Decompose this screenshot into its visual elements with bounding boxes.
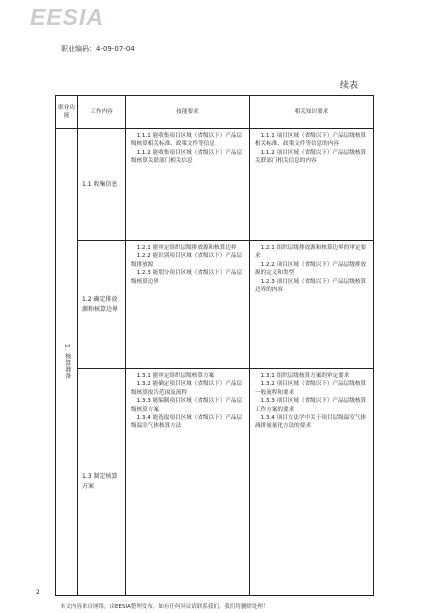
work-content-cell: 1.2 确定排放源和核算边界 — [78, 241, 126, 369]
skill-item: 1.3.1 能审定组织层级核算方案 — [136, 373, 215, 379]
knowledge-item: 1.3.4 项目方法学中关于项目层级温室气体减排量量化方法的要求 — [255, 415, 367, 430]
knowledge-cell — [250, 129, 374, 241]
skill-item: 1.2.3 能划分项目区域（省级以下）产品层级核算边界 — [131, 270, 243, 285]
work-content-cell: 1.3 制定核算方案 — [78, 369, 126, 596]
header-work-content: 工作内容 — [78, 96, 126, 129]
skill-item: 1.1.2 能收集项目区域（省级以下）产品层级核算关联部门相关信息 — [131, 149, 243, 165]
table-row — [56, 129, 374, 241]
knowledge-item: 1.1.1 项目区域（省级以下）产品层级核算相关标准、政策文件等信息的内容 — [255, 133, 367, 148]
table-row — [56, 369, 374, 596]
work-content-cell: 1.1 收集信息 — [78, 129, 126, 241]
requirements-table — [55, 95, 374, 596]
skill-cell — [126, 241, 250, 369]
skill-item: 1.3.3 能编制项目区域（省级以下）产品层级核算方案 — [131, 398, 243, 413]
knowledge-item: 1.2.2 项目区域（省级以下）产品层级排放源的定义和类型 — [255, 261, 367, 277]
skill-cell — [126, 369, 250, 596]
continued-label: 续表 — [340, 81, 359, 91]
skill-item: 1.2.1 能审定组织层级排放源和核算边界 — [136, 245, 237, 251]
skill-item: 1.3.2 能确定项目区域（省级以下）产品层级核算报告范围及流程 — [131, 381, 243, 396]
table-row — [56, 241, 374, 369]
knowledge-item: 1.2.1 组织层级排放源和核算边界的审定要求 — [255, 245, 367, 260]
header-occupation-function: 职业功能 — [56, 96, 78, 129]
brand-logo: EESIA — [30, 4, 105, 30]
footer-disclaimer: 本文内容来自网络，由EESIA整理发布，如有任何异议请联系我们，我们将删除处理！ — [60, 604, 269, 610]
knowledge-cell — [250, 241, 374, 369]
knowledge-item: 1.2.3 项目区域（省级以下）产品层级核算边界的内容 — [255, 278, 367, 294]
skill-item: 1.1.1 能收集项目区域（省级以下）产品层级核算相关标准、政策文件等信息 — [131, 133, 243, 148]
header-knowledge-requirements: 相关知识要求 — [250, 96, 374, 129]
category-cell — [56, 129, 78, 596]
skill-item: 1.3.4 能选取项目区域（省级以下）产品层级温室气体核算方法 — [131, 415, 243, 430]
header-skill-requirements: 技能要求 — [126, 96, 250, 129]
page-number: 2 — [36, 589, 40, 596]
knowledge-item: 1.3.1 组织层级核算方案的审定要求 — [260, 373, 350, 379]
knowledge-cell — [250, 369, 374, 596]
knowledge-item: 1.1.2 项目区域（省级以下）产品层级核算关联部门相关信息的内容 — [255, 149, 367, 165]
knowledge-item: 1.3.2 项目区域（省级以下）产品层级核算一般流程和要求 — [255, 381, 367, 396]
skill-item: 1.2.2 能识别项目区域（省级以下）产品层级排放源 — [131, 253, 243, 268]
category-label: 1. 核算准备 — [63, 344, 71, 380]
table-header-row — [56, 96, 374, 129]
knowledge-item: 1.3.3 项目区域（省级以下）产品层级核算工作方案的要求 — [255, 398, 367, 413]
occupation-code: 职业编码：4-09-07-04 — [61, 45, 135, 53]
skill-cell — [126, 129, 250, 241]
